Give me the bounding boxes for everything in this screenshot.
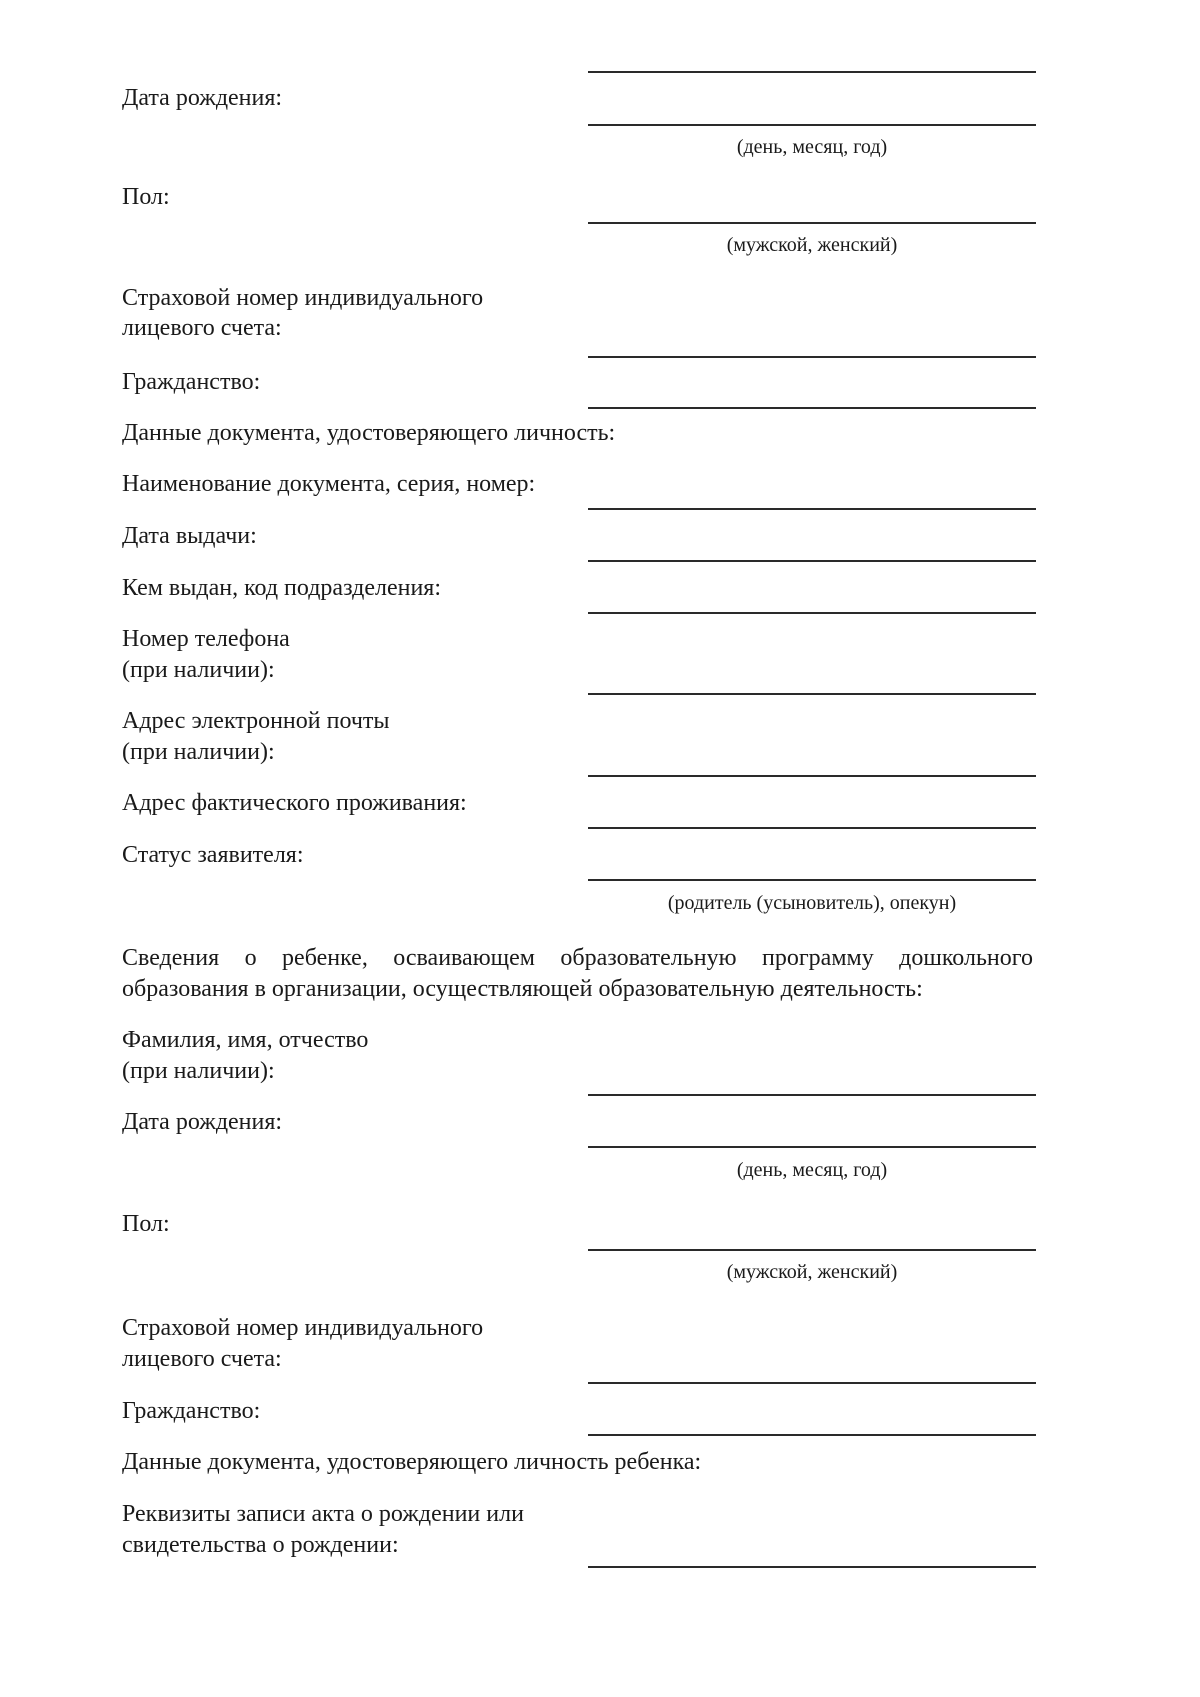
applicant-gender-label: Пол: xyxy=(122,184,170,210)
applicant-citizenship-label: Гражданство: xyxy=(122,369,261,395)
applicant-phone-label-line2: (при наличии): xyxy=(122,657,275,683)
applicant-issue-date-label: Дата выдачи: xyxy=(122,523,257,549)
applicant-phone-label-line1: Номер телефона xyxy=(122,626,290,652)
applicant-name-field-line[interactable] xyxy=(588,71,1036,73)
applicant-birth-date-label: Дата рождения: xyxy=(122,85,283,111)
applicant-gender-hint: (мужской, женский) xyxy=(726,234,898,256)
applicant-birth-date-field-line[interactable] xyxy=(588,124,1036,126)
child-citizenship-field-line[interactable] xyxy=(588,1434,1036,1436)
child-section-heading-line2: образования в организации, осуществляющей образовательную деятельность: xyxy=(122,976,923,1002)
applicant-doc-name-label: Наименование документа, серия, номер: xyxy=(122,471,536,497)
child-birth-record-label-line2: свидетельства о рождении: xyxy=(122,1532,399,1558)
child-birth-date-hint: (день, месяц, год) xyxy=(736,1159,888,1181)
applicant-phone-field-line[interactable] xyxy=(588,693,1036,695)
applicant-email-field-line[interactable] xyxy=(588,775,1036,777)
applicant-issued-by-label: Кем выдан, код подразделения: xyxy=(122,575,442,601)
applicant-doc-name-field-line[interactable] xyxy=(588,508,1036,510)
child-name-label-line2: (при наличии): xyxy=(122,1058,275,1084)
child-citizenship-label: Гражданство: xyxy=(122,1398,261,1424)
child-gender-hint: (мужской, женский) xyxy=(726,1261,898,1283)
applicant-status-label: Статус заявителя: xyxy=(122,842,304,868)
applicant-issued-by-field-line[interactable] xyxy=(588,612,1036,614)
applicant-status-field-line[interactable] xyxy=(588,879,1036,881)
child-name-label-line1: Фамилия, имя, отчество xyxy=(122,1027,369,1053)
child-snils-label-line2: лицевого счета: xyxy=(122,1346,282,1372)
child-gender-label: Пол: xyxy=(122,1211,170,1237)
applicant-email-label-line2: (при наличии): xyxy=(122,739,275,765)
applicant-address-label: Адрес фактического проживания: xyxy=(122,790,467,816)
child-birth-date-field-line[interactable] xyxy=(588,1146,1036,1148)
applicant-status-hint: (родитель (усыновитель), опекун) xyxy=(667,892,957,914)
child-snils-field-line[interactable] xyxy=(588,1382,1036,1384)
child-section-heading-line1: Сведения о ребенке, осваивающем образовательную программу дошкольного xyxy=(122,945,1033,971)
child-birth-record-field-line[interactable] xyxy=(588,1566,1036,1568)
applicant-issue-date-field-line[interactable] xyxy=(588,560,1036,562)
child-birth-record-label-line1: Реквизиты записи акта о рождении или xyxy=(122,1501,524,1527)
applicant-gender-field-line[interactable] xyxy=(588,222,1036,224)
applicant-email-label-line1: Адрес электронной почты xyxy=(122,708,390,734)
applicant-birth-date-hint: (день, месяц, год) xyxy=(736,136,888,158)
child-snils-label-line1: Страховой номер индивидуального xyxy=(122,1315,484,1341)
applicant-id-document-heading: Данные документа, удостоверяющего личность: xyxy=(122,420,616,446)
child-birth-date-label: Дата рождения: xyxy=(122,1109,283,1135)
child-gender-field-line[interactable] xyxy=(588,1249,1036,1251)
applicant-citizenship-field-line[interactable] xyxy=(588,407,1036,409)
child-id-document-heading: Данные документа, удостоверяющего личность ребенка: xyxy=(122,1449,702,1475)
applicant-snils-field-line[interactable] xyxy=(588,356,1036,358)
applicant-address-field-line[interactable] xyxy=(588,827,1036,829)
child-name-field-line[interactable] xyxy=(588,1094,1036,1096)
applicant-snils-label-line1: Страховой номер индивидуального xyxy=(122,285,484,311)
applicant-snils-label-line2: лицевого счета: xyxy=(122,315,282,341)
